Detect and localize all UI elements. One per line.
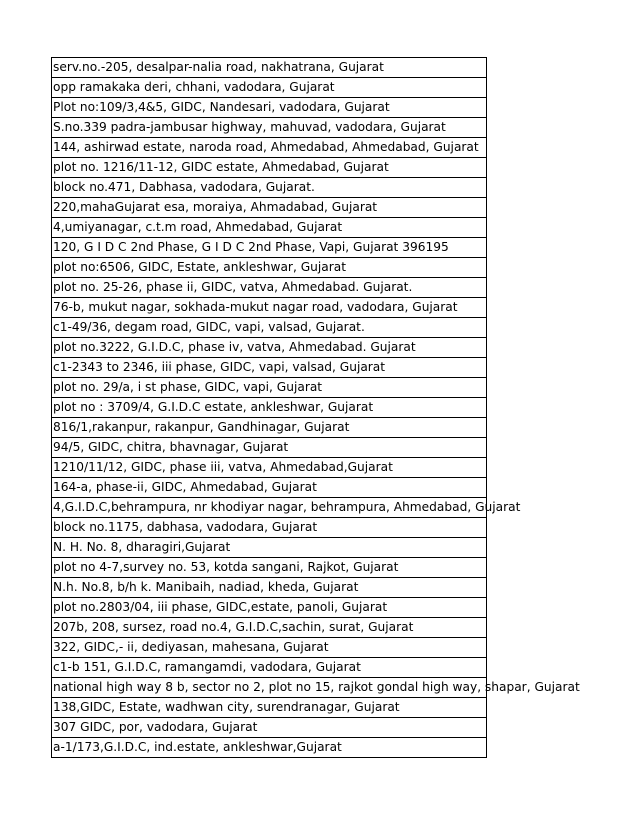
address-cell: 322, GIDC,- ii, dediyasan, mahesana, Gujarat (53, 640, 329, 654)
address-cell: 1210/11/12, GIDC, phase iii, vatva, Ahmedabad,Gujarat (53, 460, 393, 474)
address-cell: c1-49/36, degam road, GIDC, vapi, valsad, Gujarat. (53, 320, 365, 334)
table-row (52, 318, 486, 338)
address-table (51, 57, 580, 758)
table-row (52, 398, 486, 418)
address-cell: 220,mahaGujarat esa, moraiya, Ahmadabad, Gujarat (53, 200, 378, 214)
address-cell: a-1/173,G.I.D.C, ind.estate, ankleshwar,Gujarat (53, 740, 342, 754)
address-cell: plot no.3222, G.I.D.C, phase iv, vatva, Ahmedabad. Gujarat (53, 340, 416, 354)
table-row (52, 198, 486, 218)
table-row (52, 418, 486, 438)
address-cell: serv.no.-205, desalpar-nalia road, nakhatrana, Gujarat (53, 60, 384, 74)
table-row (52, 58, 486, 78)
address-cell: 4,umiyanagar, c.t.m road, Ahmedabad, Gujarat (53, 220, 343, 234)
table-row (52, 218, 486, 238)
address-cell: 120, G I D C 2nd Phase, G I D C 2nd Phase, Vapi, Gujarat 396195 (53, 240, 449, 254)
table-row (52, 358, 486, 378)
table-row (52, 158, 486, 178)
table-row (52, 378, 486, 398)
table-row (52, 78, 486, 98)
table-row (52, 558, 486, 578)
table-row (52, 238, 486, 258)
address-cell: c1-b 151, G.I.D.C, ramangamdi, vadodara, Gujarat (53, 660, 361, 674)
table-row (52, 658, 486, 678)
address-cell: block no.1175, dabhasa, vadodara, Gujarat (53, 520, 318, 534)
table-row (52, 618, 486, 638)
table-row (52, 458, 486, 478)
address-cell: 307 GIDC, por, vadodara, Gujarat (53, 720, 258, 734)
address-cell: plot no. 1216/11-12, GIDC estate, Ahmedabad, Gujarat (53, 160, 389, 174)
address-cell: Plot no:109/3,4&5, GIDC, Nandesari, vadodara, Gujarat (53, 100, 390, 114)
table-row (52, 498, 521, 518)
table-row (52, 698, 486, 718)
table-row (52, 518, 486, 538)
table-row (52, 298, 486, 318)
table-row (52, 738, 486, 758)
table-row (52, 338, 486, 358)
address-cell: plot no.2803/04, iii phase, GIDC,estate, panoli, Gujarat (53, 600, 388, 614)
address-cell: plot no. 29/a, i st phase, GIDC, vapi, Gujarat (53, 380, 323, 394)
table-row (52, 178, 486, 198)
address-cell: N.h. No.8, b/h k. Manibaih, nadiad, kheda, Gujarat (53, 580, 359, 594)
address-cell: opp ramakaka deri, chhani, vadodara, Gujarat (53, 80, 335, 94)
address-cell: 4,G.I.D.C,behrampura, nr khodiyar nagar, behrampura, Ahmedabad, Gujarat (53, 500, 521, 514)
address-cell: 138,GIDC, Estate, wadhwan city, surendranagar, Gujarat (53, 700, 400, 714)
table-row (52, 598, 486, 618)
address-cell: 76-b, mukut nagar, sokhada-mukut nagar road, vadodara, Gujarat (53, 300, 458, 314)
address-cell: 144, ashirwad estate, naroda road, Ahmedabad, Ahmedabad, Gujarat (53, 140, 479, 154)
table-row (52, 98, 486, 118)
table-row (52, 278, 486, 298)
table-row (52, 118, 486, 138)
table-row (52, 578, 486, 598)
table-row (52, 138, 486, 158)
address-cell: 816/1,rakanpur, rakanpur, Gandhinagar, Gujarat (53, 420, 350, 434)
table-row (52, 678, 580, 698)
address-cell: block no.471, Dabhasa, vadodara, Gujarat. (53, 180, 315, 194)
table-row (52, 438, 486, 458)
table-row (52, 538, 486, 558)
table-row (52, 638, 486, 658)
address-cell: plot no : 3709/4, G.I.D.C estate, ankleshwar, Gujarat (53, 400, 374, 414)
address-cell: 164-a, phase-ii, GIDC, Ahmedabad, Gujarat (53, 480, 317, 494)
address-cell: plot no 4-7,survey no. 53, kotda sangani, Rajkot, Gujarat (53, 560, 399, 574)
address-cell: 207b, 208, sursez, road no.4, G.I.D.C,sachin, surat, Gujarat (53, 620, 414, 634)
table-row (52, 478, 486, 498)
address-cell: N. H. No. 8, dharagiri,Gujarat (53, 540, 231, 554)
address-cell: c1-2343 to 2346, iii phase, GIDC, vapi, valsad, Gujarat (53, 360, 386, 374)
table-row (52, 718, 486, 738)
address-cell: 94/5, GIDC, chitra, bhavnagar, Gujarat (53, 440, 289, 454)
address-cell: plot no. 25-26, phase ii, GIDC, vatva, Ahmedabad. Gujarat. (53, 280, 413, 294)
address-cell: S.no.339 padra-jambusar highway, mahuvad, vadodara, Gujarat (53, 120, 446, 134)
address-cell: national high way 8 b, sector no 2, plot no 15, rajkot gondal high way, shapar, Gujarat (53, 680, 580, 694)
table-row (52, 258, 486, 278)
address-cell: plot no:6506, GIDC, Estate, ankleshwar, Gujarat (53, 260, 346, 274)
